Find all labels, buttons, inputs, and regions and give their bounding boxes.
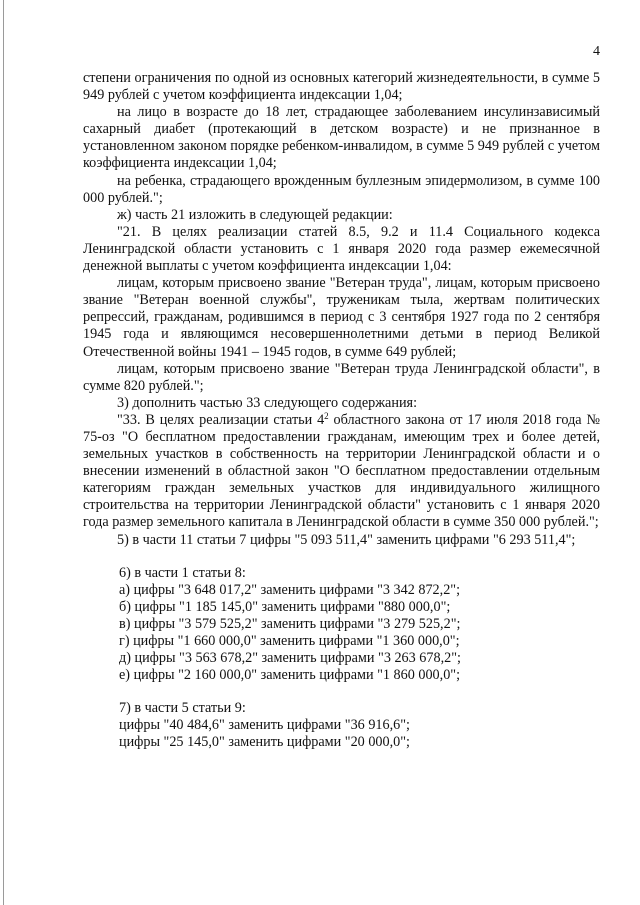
paragraph-3: на ребенка, страдающего врожденным буллезным эпидермолизом, в сумме 100 000 рублей."; [83, 172, 600, 206]
paragraph-9-end: областного закона от 17 июля 2018 года № 75-оз "О бесплатном предоставлении гражданам, имеющим трех и более детей, земельных участков в собственность на территории Ленинградской области и о внесении изменений в областной закон "О бесплатном предоставлении отдельным категориям граждан земельных участков для индивидуального жилищного строительства на территории Ленинградской области" установить с 1 января 2020 года размер земельного капитала в Ленинградской области в сумме 350 000 рублей."; [83, 411, 600, 531]
paragraph-6: лицам, которым присвоено звание "Ветеран труда", лицам, которым присвоено звание "Ветеран военной службы", труженикам тыла, жертвам политических репрессий, гражданам, родившимся в период с 3 сентября 1927 года по 2 сентября 1945 года и являющимся несовершеннолетними детьми в период Великой Отечественной войны 1941 – 1945 годов, в сумме 649 рублей; [83, 275, 600, 360]
section-7-heading: 7) в части 5 статьи 9: [119, 700, 246, 717]
section-7-item: цифры "25 145,0" заменить цифрами "20 000,0"; [119, 734, 410, 751]
paragraph-7: лицам, которым присвоено звание "Ветеран труда Ленинградской области", в сумме 820 рублей."; [83, 360, 600, 394]
section-6-heading: 6) в части 1 статьи 8: [119, 564, 246, 581]
scan-edge-line [3, 0, 4, 905]
section-7 [83, 700, 600, 751]
spacer [83, 549, 600, 565]
section-6-item: г) цифры "1 660 000,0" заменить цифрами "1 360 000,0"; [119, 633, 460, 649]
paragraph-10: 5) в части 11 статьи 7 цифры "5 093 511,4" заменить цифрами "6 293 511,4"; [117, 531, 576, 548]
paragraph-5: "21. В целях реализации статей 8.5, 9.2 и 11.4 Социального кодекса Ленинградской области установить с 1 января 2020 года размер ежемесячной денежной выплаты с учетом коэффициента индексации 1,04: [83, 223, 600, 275]
document-body [83, 70, 600, 752]
section-6-item: д) цифры "3 563 678,2" заменить цифрами "3 263 678,2"; [119, 650, 461, 667]
paragraph-4: ж) часть 21 изложить в следующей редакции: [117, 206, 393, 223]
article-superscript: 2 [324, 410, 329, 421]
paragraph-1: степени ограничения по одной из основных категорий жизнедеятельности, в сумме 5 949 рублей с учетом коэффициента индексации 1,04; [83, 70, 600, 104]
paragraph-9 [83, 412, 600, 532]
section-6-item: в) цифры "3 579 525,2" заменить цифрами "3 279 525,2"; [119, 615, 461, 632]
paragraph-8: 3) дополнить частью 33 следующего содержания: [117, 394, 418, 411]
spacer [83, 684, 600, 700]
paragraph-2: на лицо в возрасте до 18 лет, страдающее заболеванием инсулинзависимый сахарный диабет (протекающий в детском возрасте) и не признанное в установленном законом порядке ребенком-инвалидом, в сумме 5 949 рублей с учетом коэффициента индексации 1,04; [83, 104, 601, 172]
section-7-item: цифры "40 484,6" заменить цифрами "36 916,6"; [119, 717, 410, 734]
page-number: 4 [593, 44, 600, 59]
section-6-item: б) цифры "1 185 145,0" заменить цифрами "880 000,0"; [119, 598, 451, 615]
section-6 [83, 565, 600, 685]
section-6-item: е) цифры "2 160 000,0" заменить цифрами "1 860 000,0"; [119, 667, 461, 684]
section-6-item: а) цифры "3 648 017,2" заменить цифрами "3 342 872,2"; [119, 581, 461, 598]
paragraph-9-start: "33. В целях реализации статьи 4 [117, 411, 325, 428]
